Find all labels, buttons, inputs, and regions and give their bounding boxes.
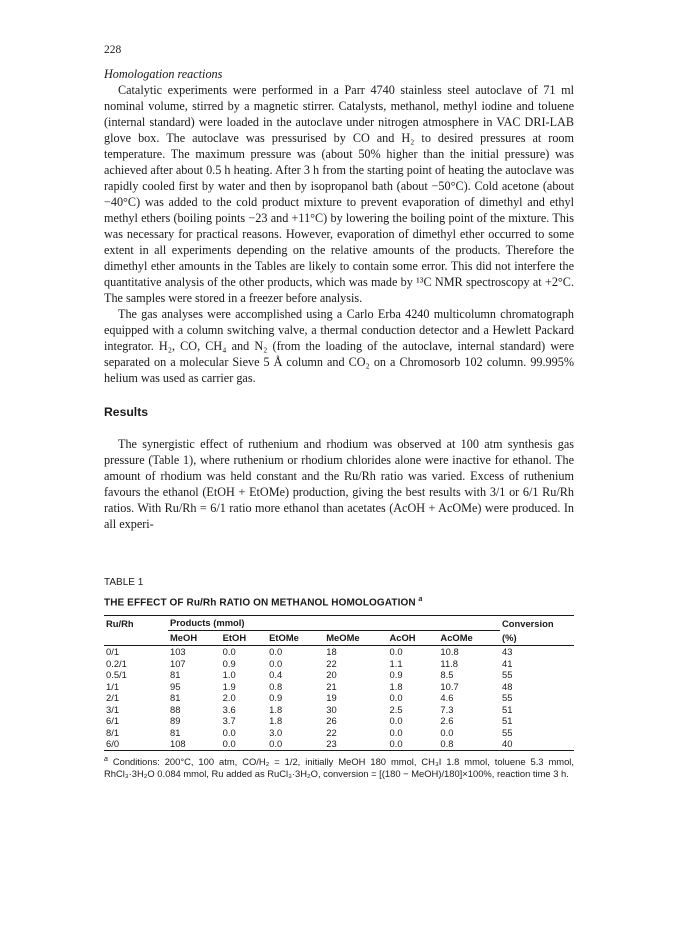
table-cell-ratio: 2/1 xyxy=(106,692,120,704)
table-cell-value: 22 xyxy=(326,726,337,738)
data-table xyxy=(104,615,574,751)
table-cell-value: 103 xyxy=(170,646,186,658)
table-cell-value: 23 xyxy=(324,738,387,750)
table-cell-ratio: 3/1 xyxy=(106,703,120,715)
table-cell-value: 81 xyxy=(170,692,181,704)
paragraph: The gas analyses were accomplished using a Carlo Erba 4240 multicolumn chromatograph equipped with a column switching valve, a thermal conduction detector and a Hewlett Packard integrator. H₂, CO, CH₄ and N₂ (from the loading of the autoclave, internal standard) were separated on a molecular Sieve 5 Å column and CO₂ on a Chromosorb 102 column. 99.995% helium was used as carrier gas. xyxy=(104,307,574,385)
footnote-mark: a xyxy=(104,755,108,763)
table-cell-ratio: 0/1 xyxy=(106,646,120,658)
table-cell-ratio: 1/1 xyxy=(106,680,120,692)
table-cell-value: 0.9 xyxy=(389,669,403,681)
column-header: MeOH xyxy=(168,631,221,646)
table-cell-ratio: 6/1 xyxy=(106,715,120,727)
column-header: AcOMe xyxy=(438,631,500,646)
table-block xyxy=(104,576,574,781)
table-cell-value: 89 xyxy=(170,715,181,727)
table-cell-value: 0.9 xyxy=(222,657,236,669)
table-cell-conversion: 51 xyxy=(502,715,513,727)
table-cell-value: 3.6 xyxy=(222,703,236,715)
table-cell-value: 18 xyxy=(326,646,337,658)
table-label: TABLE 1 xyxy=(104,577,144,588)
table-cell-value: 81 xyxy=(170,669,181,681)
table-row xyxy=(104,727,574,739)
table-row xyxy=(104,715,574,727)
table-cell-value: 0.0 xyxy=(267,738,324,750)
table-cell-value: 0.0 xyxy=(222,726,236,738)
table-row xyxy=(104,646,574,658)
table-cell-conversion: 51 xyxy=(502,703,513,715)
table-cell-value: 1.8 xyxy=(389,680,403,692)
table-row xyxy=(104,669,574,681)
table-cell-value: 19 xyxy=(326,692,337,704)
table-cell-value: 3.0 xyxy=(269,726,283,738)
table-cell-conversion: 55 xyxy=(502,726,513,738)
table-cell-value: 22 xyxy=(326,657,337,669)
table-cell-value: 107 xyxy=(170,657,186,669)
table-cell-value: 0.0 xyxy=(221,738,267,750)
table-row xyxy=(104,692,574,704)
table-cell-value: 2.0 xyxy=(222,692,236,704)
table-subheader-row xyxy=(104,631,574,646)
section-heading-homologation: Homologation reactions xyxy=(104,67,223,81)
table-title xyxy=(104,592,574,611)
table-cell-conversion: 40 xyxy=(500,738,574,750)
table-cell-value: 0.0 xyxy=(269,646,283,658)
page-number: 228 xyxy=(104,44,122,56)
column-header: EtOMe xyxy=(267,631,324,646)
table-cell-ratio: 6/0 xyxy=(104,738,168,750)
table-cell-value: 95 xyxy=(170,680,181,692)
table-cell-value: 0.0 xyxy=(440,726,454,738)
table-cell-ratio: 0.5/1 xyxy=(106,669,127,681)
table-cell-value: 7.3 xyxy=(440,703,454,715)
table-cell-value: 11.8 xyxy=(440,657,458,669)
table-title-text: THE EFFECT OF Ru/Rh RATIO ON METHANOL HOMOLOGATION xyxy=(104,597,416,609)
table-cell-value: 1.8 xyxy=(269,715,283,727)
column-header-conversion-unit: (%) xyxy=(500,631,574,646)
table-cell-value: 30 xyxy=(326,703,337,715)
column-header-products: Products (mmol) xyxy=(168,616,500,631)
table-row xyxy=(104,658,574,670)
table-cell-value: 88 xyxy=(170,703,181,715)
table-cell-value: 0.0 xyxy=(389,715,403,727)
table-cell-value: 0.8 xyxy=(438,738,500,750)
table-title-footnote-mark: a xyxy=(418,596,423,603)
table-cell-value: 26 xyxy=(326,715,337,727)
table-cell-ratio: 8/1 xyxy=(106,726,120,738)
table-cell-value: 10.7 xyxy=(440,680,459,692)
column-header-ratio: Ru/Rh xyxy=(104,616,168,631)
table-cell-value: 1.1 xyxy=(389,657,403,669)
column-header: AcOH xyxy=(388,631,439,646)
footnote-text: Conditions: 200°C, 100 atm, CO/H₂ = 1/2, initially MeOH 180 mmol, CH₃I 1.8 mmol, toluene 5.3 mmol, RhCl₃·3H₂O 0.084 mmol, Ru added as RuCl₃·3H₂O, conversion = [(180 − MeOH)/180]×100%, reaction time 3 h. xyxy=(104,755,574,780)
table-cell-value: 4.6 xyxy=(440,692,454,704)
table-cell-conversion: 55 xyxy=(502,669,513,681)
table-cell-value: 21 xyxy=(326,680,337,692)
paragraph: Catalytic experiments were performed in a Parr 4740 stainless steel autoclave of 71 ml nominal volume, stirred by a magnetic stirrer. Catalysts, methanol, methyl iodine and toluene (internal standard) were loaded in the autoclave under nitrogen atmosphere in VAC DRI-LAB glove box. The autoclave was pressurised by CO and H₂ to desired pressures at room temperature. The maximum pressure was (about 50% higher than the initial pressure) was achieved after about 0.5 h heating. After 3 h from the starting point of heating the autoclave was rapidly cooled first by water and then by isopropanol bath (about −50°C). Cold acetone (about −40°C) was added to the cold product mixture to prevent evaporation of dimethyl and ethyl methyl ethers (boiling points −23 and +11°C) by lowering the boiling point of the mixture. This was necessary for practical reasons. However, evaporation of dimethyl ether occurred to some extent in all experiments depending on the relative amounts of the products. Therefore the dimethyl ether amounts in the Tables are likely to contain some error. This did not interfere the quantitative analysis of the other products, which was made by ¹³C NMR spectroscopy at +2°C. The samples were stored in a freezer before analysis. xyxy=(104,83,574,305)
table-cell-value: 2.6 xyxy=(440,715,454,727)
article-body xyxy=(104,66,574,781)
table-cell-value: 0.4 xyxy=(269,669,283,681)
table-row xyxy=(104,738,574,750)
table-cell-value: 0.0 xyxy=(389,646,403,658)
table-cell-conversion: 41 xyxy=(502,657,513,669)
table-cell-value: 108 xyxy=(168,738,221,750)
table-cell-value: 20 xyxy=(326,669,337,681)
section-heading-results: Results xyxy=(104,405,149,419)
table-cell-value: 1.8 xyxy=(269,703,283,715)
table-cell-value: 10.8 xyxy=(440,646,459,658)
table-cell-ratio: 0.2/1 xyxy=(106,657,127,669)
table-cell-value: 8.5 xyxy=(440,669,454,681)
table-cell-value: 0.0 xyxy=(388,738,439,750)
table-cell-value: 1.9 xyxy=(222,680,236,692)
table-cell-value: 81 xyxy=(170,726,181,738)
table-header-row xyxy=(104,616,574,631)
table-footnote xyxy=(104,754,574,781)
column-header-conversion: Conversion xyxy=(500,616,574,631)
table-cell-value: 0.0 xyxy=(222,646,236,658)
paragraph: The synergistic effect of ruthenium and rhodium was observed at 100 atm synthesis gas pressure (Table 1), where ruthenium or rhodium chlorides alone were inactive for ethanol. The amount of rhodium was held constant and the Ru/Rh ratio was varied. Excess of ruthenium favours the ethanol (EtOH + EtOMe) production, giving the best results with 3/1 or 6/1 Ru/Rh ratios. With Ru/Rh = 6/1 ratio more ethanol than acetates (AcOH + AcOMe) were produced. In all experi- xyxy=(104,437,574,531)
table-cell-value: 2.5 xyxy=(389,703,403,715)
table-cell-value: 1.0 xyxy=(222,669,236,681)
table-cell-value: 0.0 xyxy=(269,657,283,669)
column-header: EtOH xyxy=(221,631,267,646)
table-cell-value: 0.0 xyxy=(389,726,403,738)
column-header: MeOMe xyxy=(324,631,387,646)
table-body xyxy=(104,646,574,751)
table-cell-value: 0.8 xyxy=(269,680,283,692)
table-cell-value: 0.9 xyxy=(269,692,283,704)
table-cell-conversion: 55 xyxy=(502,692,513,704)
table-row xyxy=(104,681,574,693)
table-row xyxy=(104,704,574,716)
table-cell-value: 0.0 xyxy=(389,692,403,704)
table-cell-conversion: 43 xyxy=(502,646,513,658)
table-cell-conversion: 48 xyxy=(502,680,513,692)
table-cell-value: 3.7 xyxy=(222,715,236,727)
